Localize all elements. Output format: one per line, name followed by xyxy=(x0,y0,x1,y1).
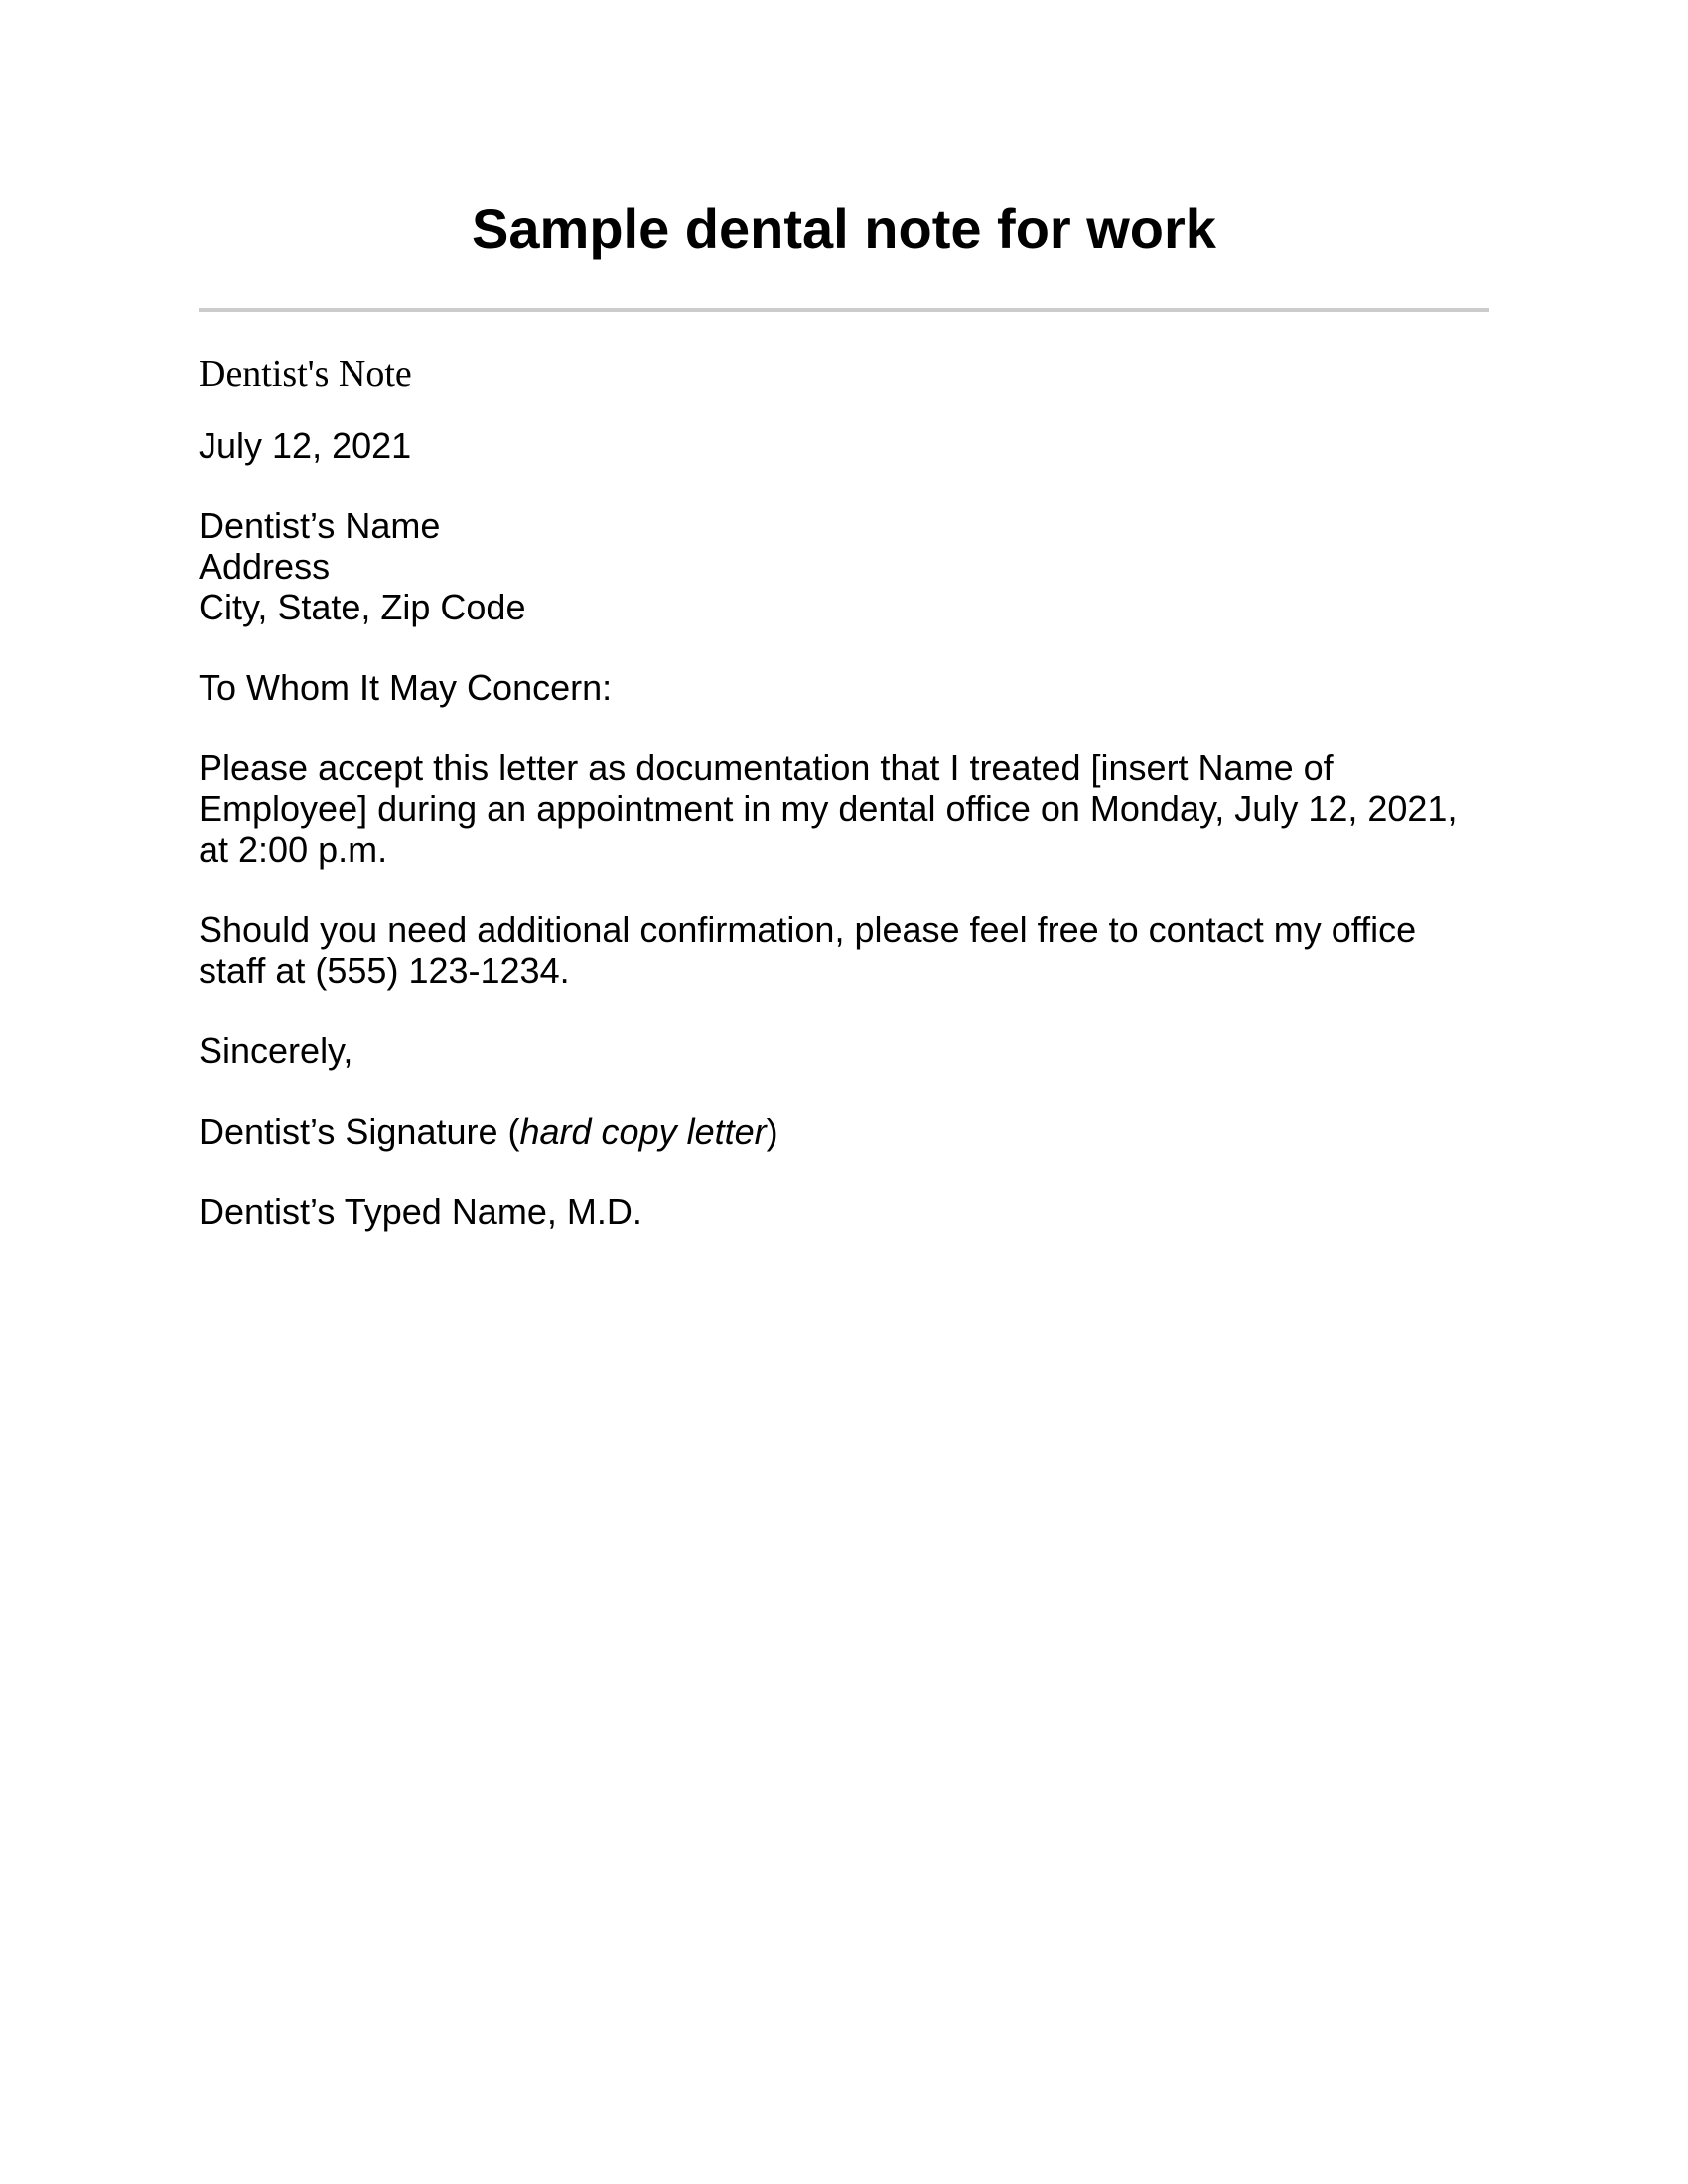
dentist-address-block xyxy=(199,505,1489,627)
dentist-city-state-zip: City, State, Zip Code xyxy=(199,587,526,627)
letter-body xyxy=(199,349,1489,1272)
closing: Sincerely, xyxy=(199,1030,353,1071)
title-divider xyxy=(199,308,1489,312)
signature-close: ) xyxy=(766,1111,778,1152)
body-paragraph-1: Please accept this letter as documentation that I treated [insert Name of Employee] during an appointment in my dental office on Monday, July 12, 2021, at 2:00 p.m. xyxy=(199,748,1458,870)
note-subheading: Dentist's Note xyxy=(199,353,412,395)
dentist-name: Dentist’s Name xyxy=(199,505,441,546)
salutation: To Whom It May Concern: xyxy=(199,667,613,708)
typed-name: Dentist’s Typed Name, M.D. xyxy=(199,1191,642,1232)
page-title: Sample dental note for work xyxy=(472,198,1216,260)
signature-label: Dentist’s Signature ( xyxy=(199,1111,520,1152)
dentist-street: Address xyxy=(199,546,331,587)
letter-date: July 12, 2021 xyxy=(199,425,412,466)
body-paragraph-2: Should you need additional confirmation, please feel free to contact my office staff at (555) 123-1234. xyxy=(199,909,1417,991)
signature-note: hard copy letter xyxy=(519,1111,767,1152)
signature-line xyxy=(199,1111,1489,1152)
